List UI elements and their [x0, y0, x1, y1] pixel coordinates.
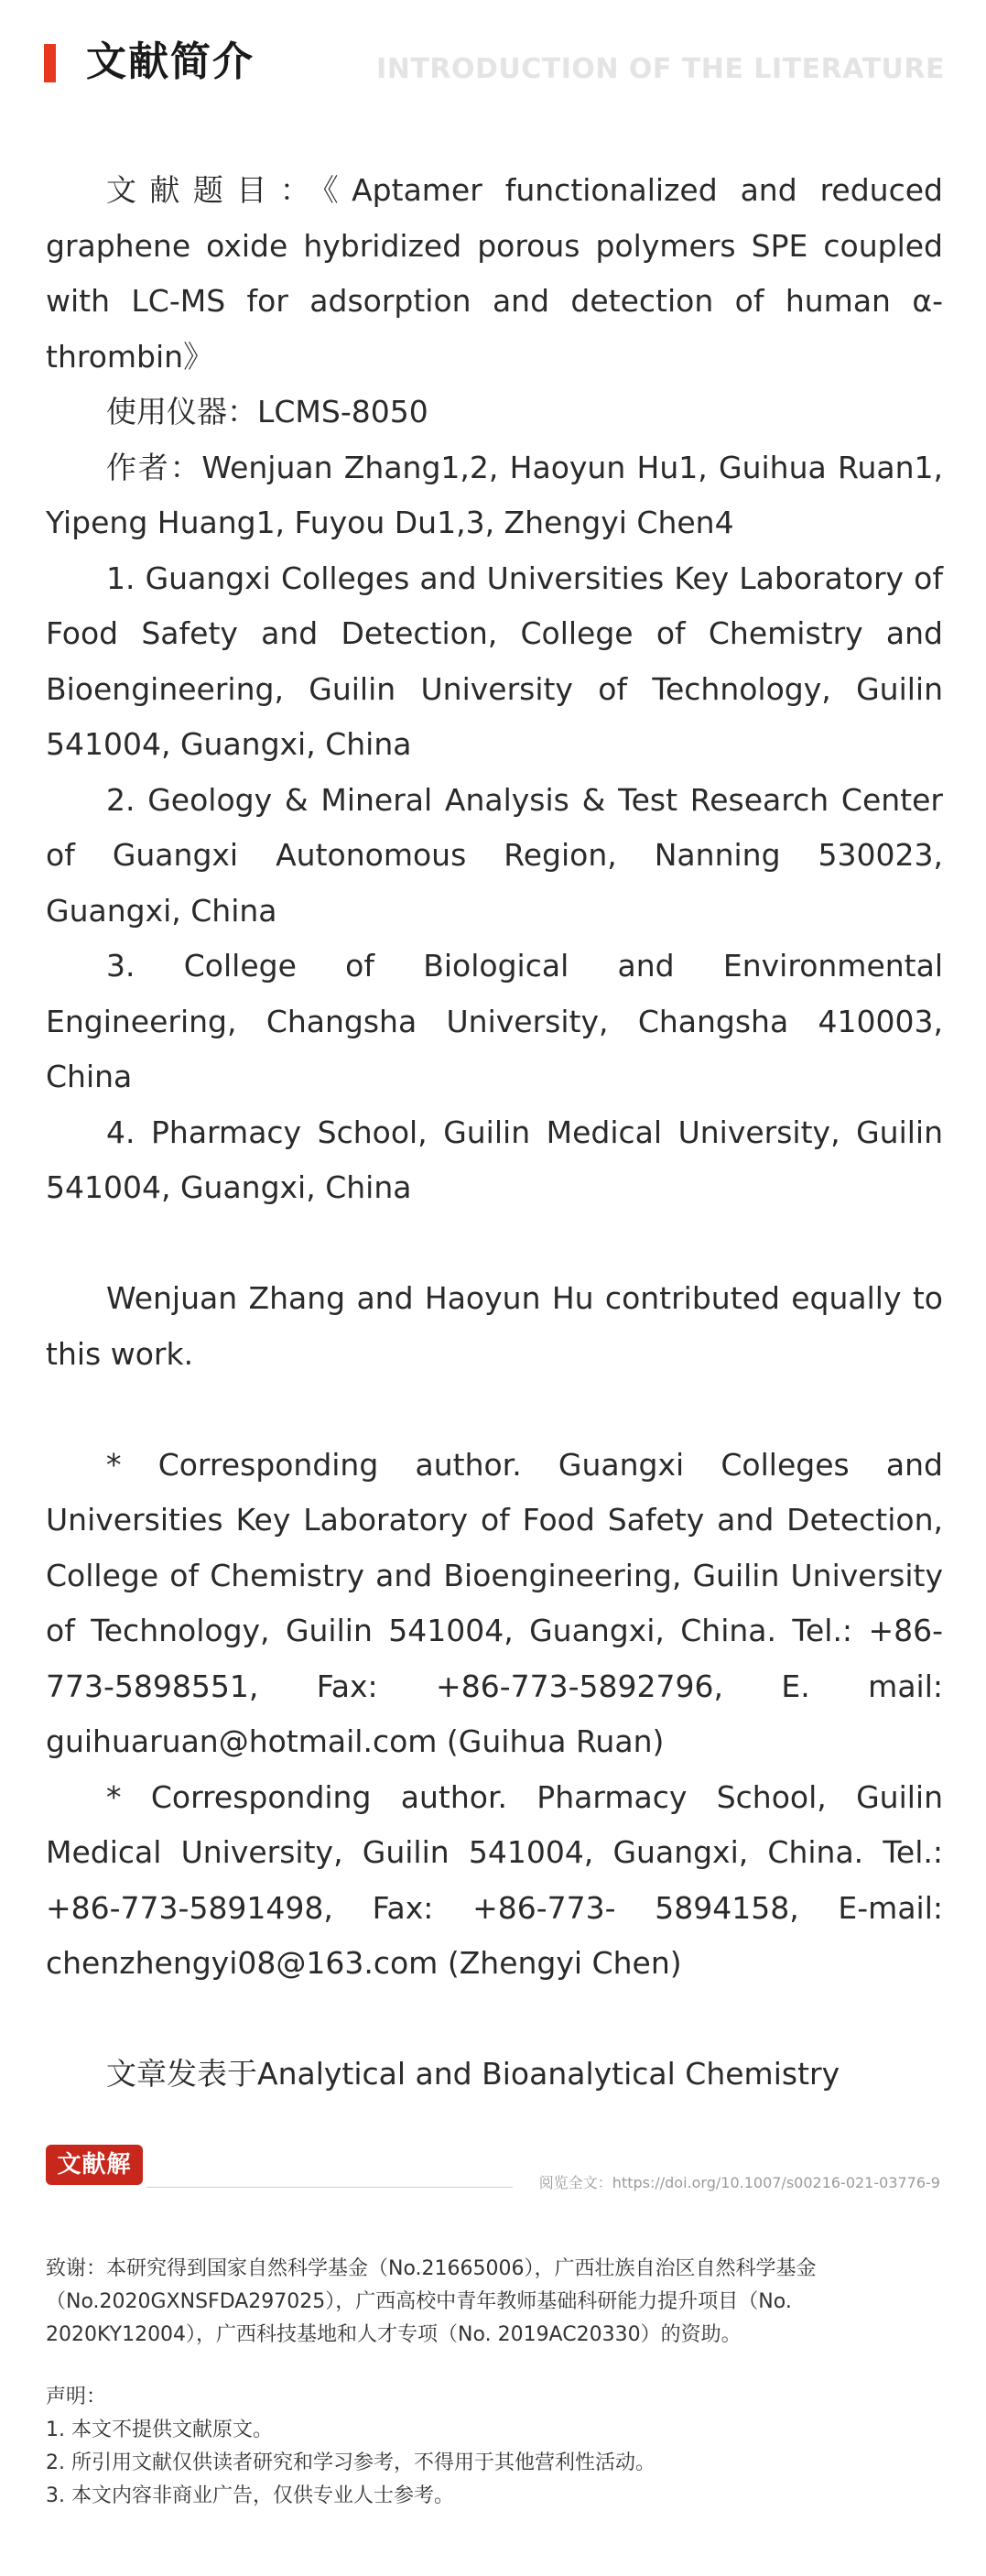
declaration-item: 2. 所引用文献仅供读者研究和学习参考，不得用于其他营利性活动。	[46, 2451, 656, 2474]
page-title: 文献简介	[86, 38, 255, 85]
affiliation-2: 2. Geology & Mineral Analysis & Test Research Center of Guangxi Autonomous Region, Nanning 530023, Guangxi, China	[46, 781, 943, 929]
spacer	[46, 1216, 943, 1272]
affiliation-4: 4. Pharmacy School, Guilin Medical University, Guilin 541004, Guangxi, China	[46, 1114, 943, 1205]
article-summary	[46, 163, 943, 2103]
header-accent-bar	[44, 44, 56, 82]
affiliation-3: 3. College of Biological and Environmental Engineering, Changsha University, Changsha 410003, China	[46, 948, 943, 1094]
footer-divider	[146, 2187, 513, 2188]
affiliation-1: 1. Guangxi Colleges and Universities Key Laboratory of Food Safety and Detection, College of Chemistry and Bioengineering, Guilin University of Technology, Guilin 541004, Guangxi, China	[46, 560, 943, 762]
declaration-item: 1. 本文不提供文献原文。	[46, 2418, 273, 2441]
equal-contribution-note: Wenjuan Zhang and Haoyun Hu contributed equally to this work.	[46, 1280, 943, 1372]
section-header	[44, 35, 945, 90]
article-instrument: 使用仪器：LCMS-8050	[106, 394, 428, 429]
declaration-block	[46, 2381, 943, 2513]
spacer	[46, 1382, 943, 1438]
wenxian-jiedu-logo: 文献解读	[46, 2145, 143, 2185]
published-journal: 文章发表于Analytical and Bioanalytical Chemistry	[106, 2056, 840, 2092]
acknowledgement-block	[46, 2253, 943, 2352]
page-subtitle: INTRODUCTION OF THE LITERATURE	[376, 53, 945, 85]
article-title: 文献题目：《Aptamer functionalized and reduced graphene oxide hybridized porous polymers SPE coupled with LC-MS for adsorption and detection of human α-thrombin》	[46, 172, 943, 375]
article-authors: 作者：Wenjuan Zhang1,2, Haoyun Hu1, Guihua Ruan1, Yipeng Huang1, Fuyou Du1,3, Zhengyi Chen4	[46, 449, 943, 540]
corresponding-author-2: * Corresponding author. Pharmacy School, Guilin Medical University, Guilin 541004, Guangxi, China. Tel.: +86-773-5891498, Fax: +86-773- 5894158, E-mail: chenzhengyi08@163.com (Zhengyi Chen)	[46, 1778, 943, 1981]
doi-link[interactable]: 阅览全文：https://doi.org/10.1007/s00216-021-03776-9	[538, 2174, 940, 2191]
spacer	[46, 1992, 943, 2048]
declaration-title: 声明：	[46, 2386, 107, 2408]
declaration-item: 3. 本文内容非商业广告，仅供专业人士参考。	[46, 2484, 454, 2507]
acknowledgement-text: 致谢：本研究得到国家自然科学基金（No.21665006），广西壮族自治区自然科学基金（No.2020GXNSFDA297025），广西高校中青年教师基础科研能力提升项目（No. 2020KY12004），广西科技基地和人才专项（No. 2019AC20330）的资助。	[46, 2257, 817, 2346]
corresponding-author-1: * Corresponding author. Guangxi Colleges and Universities Key Laboratory of Food Safety and Detection, College of Chemistry and Bioengineering, Guilin University of Technology, Guilin 541004, Guangxi, China. Tel.: +86-773-5898551, Fax: +86-773-5892796, E. mail: guihuaruan@hotmail.com (Guihua Ruan)	[46, 1446, 943, 1759]
